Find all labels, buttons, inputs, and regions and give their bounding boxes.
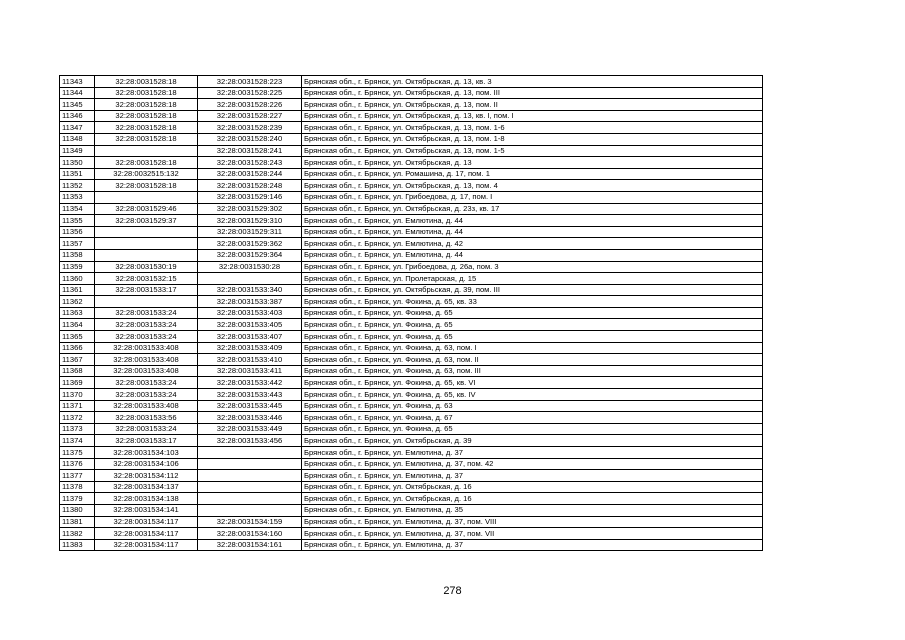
table-row <box>60 389 763 401</box>
land-cadastral-number-cell: 32:28:0031528:18 <box>95 110 198 122</box>
row-number-cell: 11348 <box>60 133 95 145</box>
table-row <box>60 307 763 319</box>
table-row <box>60 76 763 88</box>
land-cadastral-number-cell: 32:28:0031533:408 <box>95 365 198 377</box>
land-cadastral-number-cell: 32:28:0031534:138 <box>95 493 198 505</box>
address-cell: Брянская обл., г. Брянск, ул. Фокина, д. 67 <box>302 412 763 424</box>
object-cadastral-number-cell: 32:28:0031528:244 <box>198 168 302 180</box>
object-cadastral-number-cell: 32:28:0031534:161 <box>198 539 302 551</box>
row-number-cell: 11379 <box>60 493 95 505</box>
land-cadastral-number-cell: 32:28:0031533:24 <box>95 377 198 389</box>
address-cell: Брянская обл., г. Брянск, ул. Емлютина, д. 44 <box>302 226 763 238</box>
table-row <box>60 481 763 493</box>
table-row <box>60 215 763 227</box>
address-cell: Брянская обл., г. Брянск, ул. Октябрьская, д. 16 <box>302 481 763 493</box>
row-number-cell: 11376 <box>60 458 95 470</box>
table-row <box>60 180 763 192</box>
row-number-cell: 11355 <box>60 215 95 227</box>
land-cadastral-number-cell: 32:28:0031528:18 <box>95 87 198 99</box>
table-row <box>60 238 763 250</box>
table-row <box>60 458 763 470</box>
row-number-cell: 11358 <box>60 249 95 261</box>
object-cadastral-number-cell: 32:28:0031528:241 <box>198 145 302 157</box>
land-cadastral-number-cell: 32:28:0031530:19 <box>95 261 198 273</box>
table-row <box>60 273 763 285</box>
table-row <box>60 261 763 273</box>
row-number-cell: 11359 <box>60 261 95 273</box>
registry-table <box>59 75 763 551</box>
table-row <box>60 87 763 99</box>
land-cadastral-number-cell <box>95 249 198 261</box>
address-cell: Брянская обл., г. Брянск, ул. Октябрьская, д. 16 <box>302 493 763 505</box>
object-cadastral-number-cell: 32:28:0031528:226 <box>198 99 302 111</box>
object-cadastral-number-cell: 32:28:0031529:364 <box>198 249 302 261</box>
land-cadastral-number-cell: 32:28:0031533:17 <box>95 435 198 447</box>
address-cell: Брянская обл., г. Брянск, ул. Фокина, д. 65 <box>302 319 763 331</box>
table-row <box>60 447 763 459</box>
row-number-cell: 11343 <box>60 76 95 88</box>
land-cadastral-number-cell: 32:28:0031528:18 <box>95 133 198 145</box>
land-cadastral-number-cell <box>95 145 198 157</box>
address-cell: Брянская обл., г. Брянск, ул. Октябрьская, д. 13, кв. 3 <box>302 76 763 88</box>
address-cell: Брянская обл., г. Брянск, ул. Октябрьская, д. 13, пом. III <box>302 87 763 99</box>
address-cell: Брянская обл., г. Брянск, ул. Октябрьская, д. 13, пом. 1-8 <box>302 133 763 145</box>
object-cadastral-number-cell: 32:28:0031529:362 <box>198 238 302 250</box>
row-number-cell: 11380 <box>60 504 95 516</box>
object-cadastral-number-cell: 32:28:0031533:405 <box>198 319 302 331</box>
object-cadastral-number-cell: 32:28:0031530:28 <box>198 261 302 273</box>
address-cell: Брянская обл., г. Брянск, ул. Фокина, д. 65, кв. IV <box>302 389 763 401</box>
row-number-cell: 11352 <box>60 180 95 192</box>
address-cell: Брянская обл., г. Брянск, ул. Фокина, д. 63 <box>302 400 763 412</box>
land-cadastral-number-cell: 32:28:0031533:408 <box>95 400 198 412</box>
land-cadastral-number-cell: 32:28:0031533:24 <box>95 423 198 435</box>
row-number-cell: 11347 <box>60 122 95 134</box>
row-number-cell: 11357 <box>60 238 95 250</box>
land-cadastral-number-cell <box>95 238 198 250</box>
row-number-cell: 11375 <box>60 447 95 459</box>
row-number-cell: 11366 <box>60 342 95 354</box>
table-row <box>60 110 763 122</box>
land-cadastral-number-cell: 32:28:0031533:24 <box>95 331 198 343</box>
row-number-cell: 11351 <box>60 168 95 180</box>
table-row <box>60 319 763 331</box>
address-cell: Брянская обл., г. Брянск, ул. Октябрьская, д. 13 <box>302 157 763 169</box>
row-number-cell: 11364 <box>60 319 95 331</box>
table-row <box>60 157 763 169</box>
land-cadastral-number-cell: 32:28:0031533:408 <box>95 354 198 366</box>
land-cadastral-number-cell <box>95 226 198 238</box>
land-cadastral-number-cell: 32:28:0031533:56 <box>95 412 198 424</box>
address-cell: Брянская обл., г. Брянск, ул. Емлютина, д. 37 <box>302 470 763 482</box>
address-cell: Брянская обл., г. Брянск, ул. Октябрьская, д. 13, пом. 1-5 <box>302 145 763 157</box>
page-number: 278 <box>443 585 462 597</box>
row-number-cell: 11361 <box>60 284 95 296</box>
row-number-cell: 11354 <box>60 203 95 215</box>
table-row <box>60 377 763 389</box>
address-cell: Брянская обл., г. Брянск, ул. Емлютина, д. 37 <box>302 447 763 459</box>
land-cadastral-number-cell: 32:28:0031529:46 <box>95 203 198 215</box>
land-cadastral-number-cell: 32:28:0031533:24 <box>95 307 198 319</box>
object-cadastral-number-cell: 32:28:0031529:146 <box>198 191 302 203</box>
row-number-cell: 11360 <box>60 273 95 285</box>
land-cadastral-number-cell: 32:28:0031528:18 <box>95 122 198 134</box>
address-cell: Брянская обл., г. Брянск, ул. Емлютина, д. 44 <box>302 249 763 261</box>
object-cadastral-number-cell <box>198 470 302 482</box>
address-cell: Брянская обл., г. Брянск, ул. Грибоедова, д. 17, пом. I <box>302 191 763 203</box>
object-cadastral-number-cell: 32:28:0031533:409 <box>198 342 302 354</box>
land-cadastral-number-cell: 32:28:0031528:18 <box>95 157 198 169</box>
table-row <box>60 226 763 238</box>
row-number-cell: 11349 <box>60 145 95 157</box>
row-number-cell: 11370 <box>60 389 95 401</box>
land-cadastral-number-cell: 32:28:0031534:117 <box>95 528 198 540</box>
row-number-cell: 11344 <box>60 87 95 99</box>
address-cell: Брянская обл., г. Брянск, ул. Фокина, д. 63, пом. III <box>302 365 763 377</box>
object-cadastral-number-cell <box>198 504 302 516</box>
table-row <box>60 203 763 215</box>
address-cell: Брянская обл., г. Брянск, ул. Фокина, д. 65, кв. VI <box>302 377 763 389</box>
object-cadastral-number-cell: 32:28:0031528:239 <box>198 122 302 134</box>
table-row <box>60 331 763 343</box>
land-cadastral-number-cell: 32:28:0031534:112 <box>95 470 198 482</box>
table-row <box>60 342 763 354</box>
land-cadastral-number-cell <box>95 191 198 203</box>
row-number-cell: 11368 <box>60 365 95 377</box>
table-row <box>60 504 763 516</box>
table-row <box>60 539 763 551</box>
address-cell: Брянская обл., г. Брянск, ул. Емлютина, д. 37 <box>302 539 763 551</box>
land-cadastral-number-cell: 32:28:0031533:408 <box>95 342 198 354</box>
address-cell: Брянская обл., г. Брянск, ул. Октябрьская, д. 13, пом. II <box>302 99 763 111</box>
object-cadastral-number-cell: 32:28:0031528:225 <box>198 87 302 99</box>
land-cadastral-number-cell: 32:28:0031529:37 <box>95 215 198 227</box>
table-row <box>60 470 763 482</box>
object-cadastral-number-cell: 32:28:0031528:227 <box>198 110 302 122</box>
table-row <box>60 354 763 366</box>
address-cell: Брянская обл., г. Брянск, ул. Емлютина, д. 42 <box>302 238 763 250</box>
row-number-cell: 11346 <box>60 110 95 122</box>
row-number-cell: 11345 <box>60 99 95 111</box>
object-cadastral-number-cell: 32:28:0031533:340 <box>198 284 302 296</box>
row-number-cell: 11373 <box>60 423 95 435</box>
object-cadastral-number-cell: 32:28:0031533:407 <box>198 331 302 343</box>
land-cadastral-number-cell: 32:28:0031533:24 <box>95 389 198 401</box>
land-cadastral-number-cell: 32:28:0031528:18 <box>95 76 198 88</box>
table-row <box>60 528 763 540</box>
land-cadastral-number-cell: 32:28:0031534:106 <box>95 458 198 470</box>
table-row <box>60 493 763 505</box>
land-cadastral-number-cell: 32:28:0031534:117 <box>95 539 198 551</box>
land-cadastral-number-cell: 32:28:0031532:15 <box>95 273 198 285</box>
address-cell: Брянская обл., г. Брянск, ул. Фокина, д. 65 <box>302 331 763 343</box>
land-cadastral-number-cell: 32:28:0032515:132 <box>95 168 198 180</box>
table-row <box>60 412 763 424</box>
table-row <box>60 99 763 111</box>
object-cadastral-number-cell <box>198 273 302 285</box>
row-number-cell: 11378 <box>60 481 95 493</box>
land-cadastral-number-cell: 32:28:0031534:141 <box>95 504 198 516</box>
land-cadastral-number-cell <box>95 296 198 308</box>
address-cell: Брянская обл., г. Брянск, ул. Емлютина, д. 35 <box>302 504 763 516</box>
object-cadastral-number-cell <box>198 447 302 459</box>
object-cadastral-number-cell: 32:28:0031534:159 <box>198 516 302 528</box>
table-row <box>60 191 763 203</box>
table-row <box>60 284 763 296</box>
object-cadastral-number-cell: 32:28:0031533:456 <box>198 435 302 447</box>
table-row <box>60 423 763 435</box>
object-cadastral-number-cell <box>198 493 302 505</box>
address-cell: Брянская обл., г. Брянск, ул. Октябрьская, д. 13, пом. 4 <box>302 180 763 192</box>
object-cadastral-number-cell: 32:28:0031533:442 <box>198 377 302 389</box>
object-cadastral-number-cell: 32:28:0031533:410 <box>198 354 302 366</box>
address-cell: Брянская обл., г. Брянск, ул. Октябрьская, д. 13, кв. I, пом. I <box>302 110 763 122</box>
object-cadastral-number-cell: 32:28:0031533:403 <box>198 307 302 319</box>
table-row <box>60 122 763 134</box>
object-cadastral-number-cell: 32:28:0031528:248 <box>198 180 302 192</box>
object-cadastral-number-cell: 32:28:0031529:302 <box>198 203 302 215</box>
row-number-cell: 11383 <box>60 539 95 551</box>
address-cell: Брянская обл., г. Брянск, ул. Емлютина, д. 44 <box>302 215 763 227</box>
row-number-cell: 11350 <box>60 157 95 169</box>
address-cell: Брянская обл., г. Брянск, ул. Октябрьская, д. 23з, кв. 17 <box>302 203 763 215</box>
row-number-cell: 11382 <box>60 528 95 540</box>
table-row <box>60 133 763 145</box>
object-cadastral-number-cell: 32:28:0031533:411 <box>198 365 302 377</box>
object-cadastral-number-cell: 32:28:0031528:223 <box>198 76 302 88</box>
land-cadastral-number-cell: 32:28:0031534:137 <box>95 481 198 493</box>
land-cadastral-number-cell: 32:28:0031534:117 <box>95 516 198 528</box>
row-number-cell: 11356 <box>60 226 95 238</box>
row-number-cell: 11381 <box>60 516 95 528</box>
row-number-cell: 11372 <box>60 412 95 424</box>
object-cadastral-number-cell: 32:28:0031529:310 <box>198 215 302 227</box>
address-cell: Брянская обл., г. Брянск, ул. Ромашина, д. 17, пом. 1 <box>302 168 763 180</box>
land-cadastral-number-cell: 32:28:0031534:103 <box>95 447 198 459</box>
row-number-cell: 11377 <box>60 470 95 482</box>
address-cell: Брянская обл., г. Брянск, ул. Фокина, д. 65, кв. 33 <box>302 296 763 308</box>
table-row <box>60 249 763 261</box>
row-number-cell: 11371 <box>60 400 95 412</box>
table-row <box>60 145 763 157</box>
row-number-cell: 11353 <box>60 191 95 203</box>
row-number-cell: 11367 <box>60 354 95 366</box>
row-number-cell: 11362 <box>60 296 95 308</box>
land-cadastral-number-cell: 32:28:0031528:18 <box>95 99 198 111</box>
table-row <box>60 435 763 447</box>
address-cell: Брянская обл., г. Брянск, ул. Емлютина, д. 37, пом. VIII <box>302 516 763 528</box>
table-row <box>60 168 763 180</box>
address-cell: Брянская обл., г. Брянск, ул. Емлютина, д. 37, пом. VII <box>302 528 763 540</box>
address-cell: Брянская обл., г. Брянск, ул. Фокина, д. 65 <box>302 307 763 319</box>
address-cell: Брянская обл., г. Брянск, ул. Емлютина, д. 37, пом. 42 <box>302 458 763 470</box>
table-row <box>60 365 763 377</box>
object-cadastral-number-cell: 32:28:0031529:311 <box>198 226 302 238</box>
object-cadastral-number-cell <box>198 481 302 493</box>
address-cell: Брянская обл., г. Брянск, ул. Фокина, д. 65 <box>302 423 763 435</box>
object-cadastral-number-cell: 32:28:0031533:449 <box>198 423 302 435</box>
address-cell: Брянская обл., г. Брянск, ул. Фокина, д. 63, пом. II <box>302 354 763 366</box>
object-cadastral-number-cell: 32:28:0031534:160 <box>198 528 302 540</box>
table-row <box>60 296 763 308</box>
object-cadastral-number-cell: 32:28:0031533:387 <box>198 296 302 308</box>
land-cadastral-number-cell: 32:28:0031533:24 <box>95 319 198 331</box>
object-cadastral-number-cell: 32:28:0031528:240 <box>198 133 302 145</box>
table-row <box>60 516 763 528</box>
land-cadastral-number-cell: 32:28:0031528:18 <box>95 180 198 192</box>
row-number-cell: 11363 <box>60 307 95 319</box>
address-cell: Брянская обл., г. Брянск, ул. Октябрьская, д. 39 <box>302 435 763 447</box>
object-cadastral-number-cell <box>198 458 302 470</box>
object-cadastral-number-cell: 32:28:0031533:445 <box>198 400 302 412</box>
address-cell: Брянская обл., г. Брянск, ул. Грибоедова, д. 26а, пом. 3 <box>302 261 763 273</box>
object-cadastral-number-cell: 32:28:0031533:446 <box>198 412 302 424</box>
address-cell: Брянская обл., г. Брянск, ул. Октябрьская, д. 13, пом. 1-6 <box>302 122 763 134</box>
land-cadastral-number-cell: 32:28:0031533:17 <box>95 284 198 296</box>
object-cadastral-number-cell: 32:28:0031528:243 <box>198 157 302 169</box>
table-row <box>60 400 763 412</box>
row-number-cell: 11374 <box>60 435 95 447</box>
address-cell: Брянская обл., г. Брянск, ул. Пролетарская, д. 15 <box>302 273 763 285</box>
object-cadastral-number-cell: 32:28:0031533:443 <box>198 389 302 401</box>
registry-table-body <box>60 76 763 551</box>
address-cell: Брянская обл., г. Брянск, ул. Октябрьская, д. 39, пом. III <box>302 284 763 296</box>
row-number-cell: 11369 <box>60 377 95 389</box>
address-cell: Брянская обл., г. Брянск, ул. Фокина, д. 63, пом. I <box>302 342 763 354</box>
row-number-cell: 11365 <box>60 331 95 343</box>
